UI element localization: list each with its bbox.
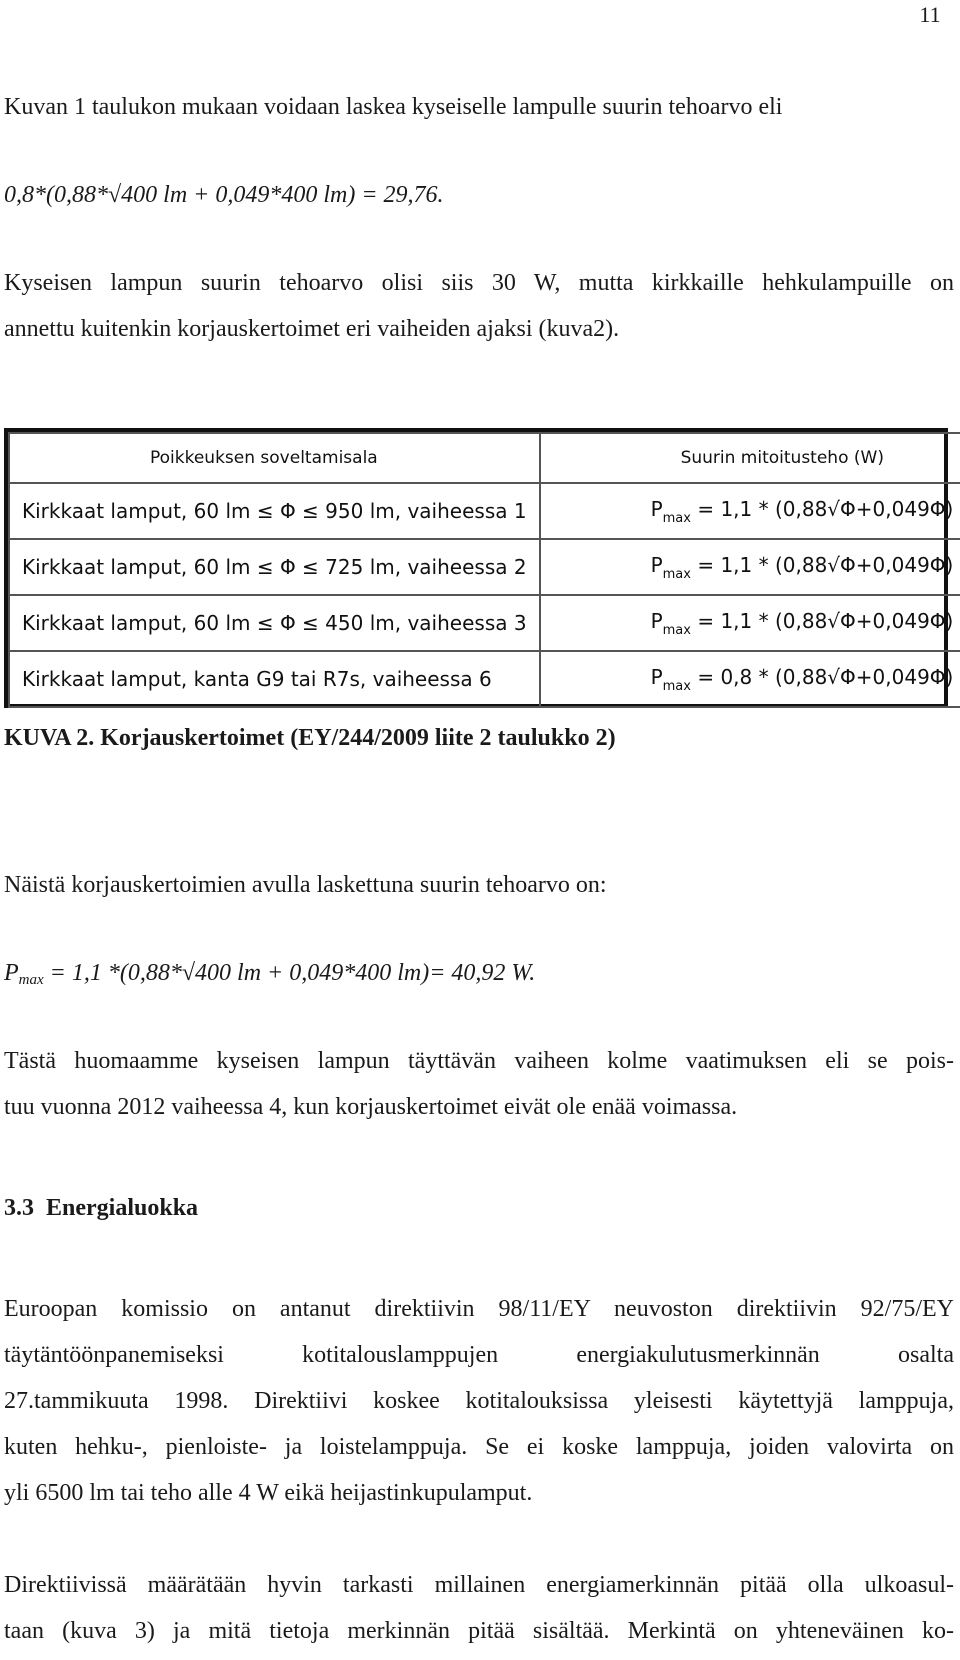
paragraph-line: 27.tammikuuta 1998. Direktiivi koskee kotitalouksissa yleisesti käytettyjä lamppuja,	[4, 1388, 954, 1414]
paragraph-line: taan (kuva 3) ja mitä tietoja merkinnän pitää sisältää. Merkintä on yhteneväinen ko-	[4, 1618, 954, 1644]
paragraph-intro: Kuvan 1 taulukon mukaan voidaan laskea kyseiselle lampulle suurin tehoarvo eli	[4, 94, 783, 120]
section-number: 3.3	[4, 1195, 34, 1221]
table-cell-formula: $P_{max} = 1,1 * (0,88√\Phi+0,049\Phi)$	[540, 539, 960, 595]
table-header-max-power: Suurin mitoitusteho (W)	[540, 433, 960, 483]
table-cell-formula: $P_{max} = 0,8 * (0,88√\Phi+0,049\Phi)$	[540, 651, 960, 707]
table-cell-scope: Kirkkaat lamput, 60 lm ≤ Φ ≤ 450 lm, vaiheessa 3	[9, 595, 540, 651]
paragraph-line: kuten hehku-, pienloiste- ja loistelamppuja. Se ei koske lamppuja, joiden valovirta on	[4, 1434, 954, 1460]
paragraph-line: Kyseisen lampun suurin tehoarvo olisi siis 30 W, mutta kirkkaille hehkulampuille on	[4, 270, 954, 296]
table-row	[9, 483, 960, 539]
section-title: Energialuokka	[46, 1195, 199, 1221]
section-heading	[4, 1195, 198, 1222]
table-cell-scope: Kirkkaat lamput, kanta G9 tai R7s, vaiheessa 6	[9, 651, 540, 707]
table-cell-formula: $P_{max} = 1,1 * (0,88√\Phi+0,049\Phi)$	[540, 483, 960, 539]
table-cell-scope: Kirkkaat lamput, 60 lm ≤ Φ ≤ 725 lm, vaiheessa 2	[9, 539, 540, 595]
paragraph-calculated: Näistä korjauskertoimien avulla laskettuna suurin tehoarvo on:	[4, 872, 607, 898]
table-row	[9, 595, 960, 651]
paragraph-correction	[4, 260, 954, 352]
table-row	[9, 651, 960, 707]
table-cell-formula: $P_{max} = 1,1 * (0,88√\Phi+0,049\Phi)$	[540, 595, 960, 651]
paragraph-line: täytäntöönpanemiseksi kotitalouslamppujen energiakulutusmerkinnän osalta	[4, 1342, 954, 1368]
figure-caption: KUVA 2. Korjauskertoimet (EY/244/2009 liite 2 taulukko 2)	[4, 725, 616, 751]
formula-max-power: 0,8*(0,88*√400 lm + 0,049*400 lm) = 29,76.	[4, 182, 444, 208]
table-header-scope: Poikkeuksen soveltamisala	[9, 433, 540, 483]
paragraph-line: Euroopan komissio on antanut direktiivin 98/11/EY neuvoston direktiivin 92/75/EY	[4, 1296, 954, 1322]
correction-factor-table	[8, 432, 960, 708]
table-cell-scope: Kirkkaat lamput, 60 lm ≤ Φ ≤ 950 lm, vaiheessa 1	[9, 483, 540, 539]
paragraph-line: tuu vuonna 2012 vaiheessa 4, kun korjauskertoimet eivät ole enää voimassa.	[4, 1094, 738, 1120]
paragraph-line: Tästä huomaamme kyseisen lampun täyttävän vaiheen kolme vaatimuksen eli se pois-	[4, 1048, 954, 1074]
paragraph-line: yli 6500 lm tai teho alle 4 W eikä heijastinkupulamput.	[4, 1480, 533, 1506]
paragraph-conclusion	[4, 1038, 954, 1130]
paragraph-label-requirements	[4, 1562, 954, 1654]
paragraph-line: annettu kuitenkin korjauskertoimet eri vaiheiden ajaksi (kuva2).	[4, 316, 620, 342]
table-header-row	[9, 433, 960, 483]
page-number: 11	[919, 2, 941, 27]
formula-pmax: $P_{max} = 1,1$ *(0,88*√400 lm + 0,049*400 lm)= 40,92 W.	[4, 960, 536, 988]
table-row	[9, 539, 960, 595]
correction-factor-table-figure	[4, 428, 954, 708]
paragraph-line: Direktiivissä määrätään hyvin tarkasti millainen energiamerkinnän pitää olla ulkoasul-	[4, 1572, 954, 1598]
paragraph-directive	[4, 1286, 954, 1516]
